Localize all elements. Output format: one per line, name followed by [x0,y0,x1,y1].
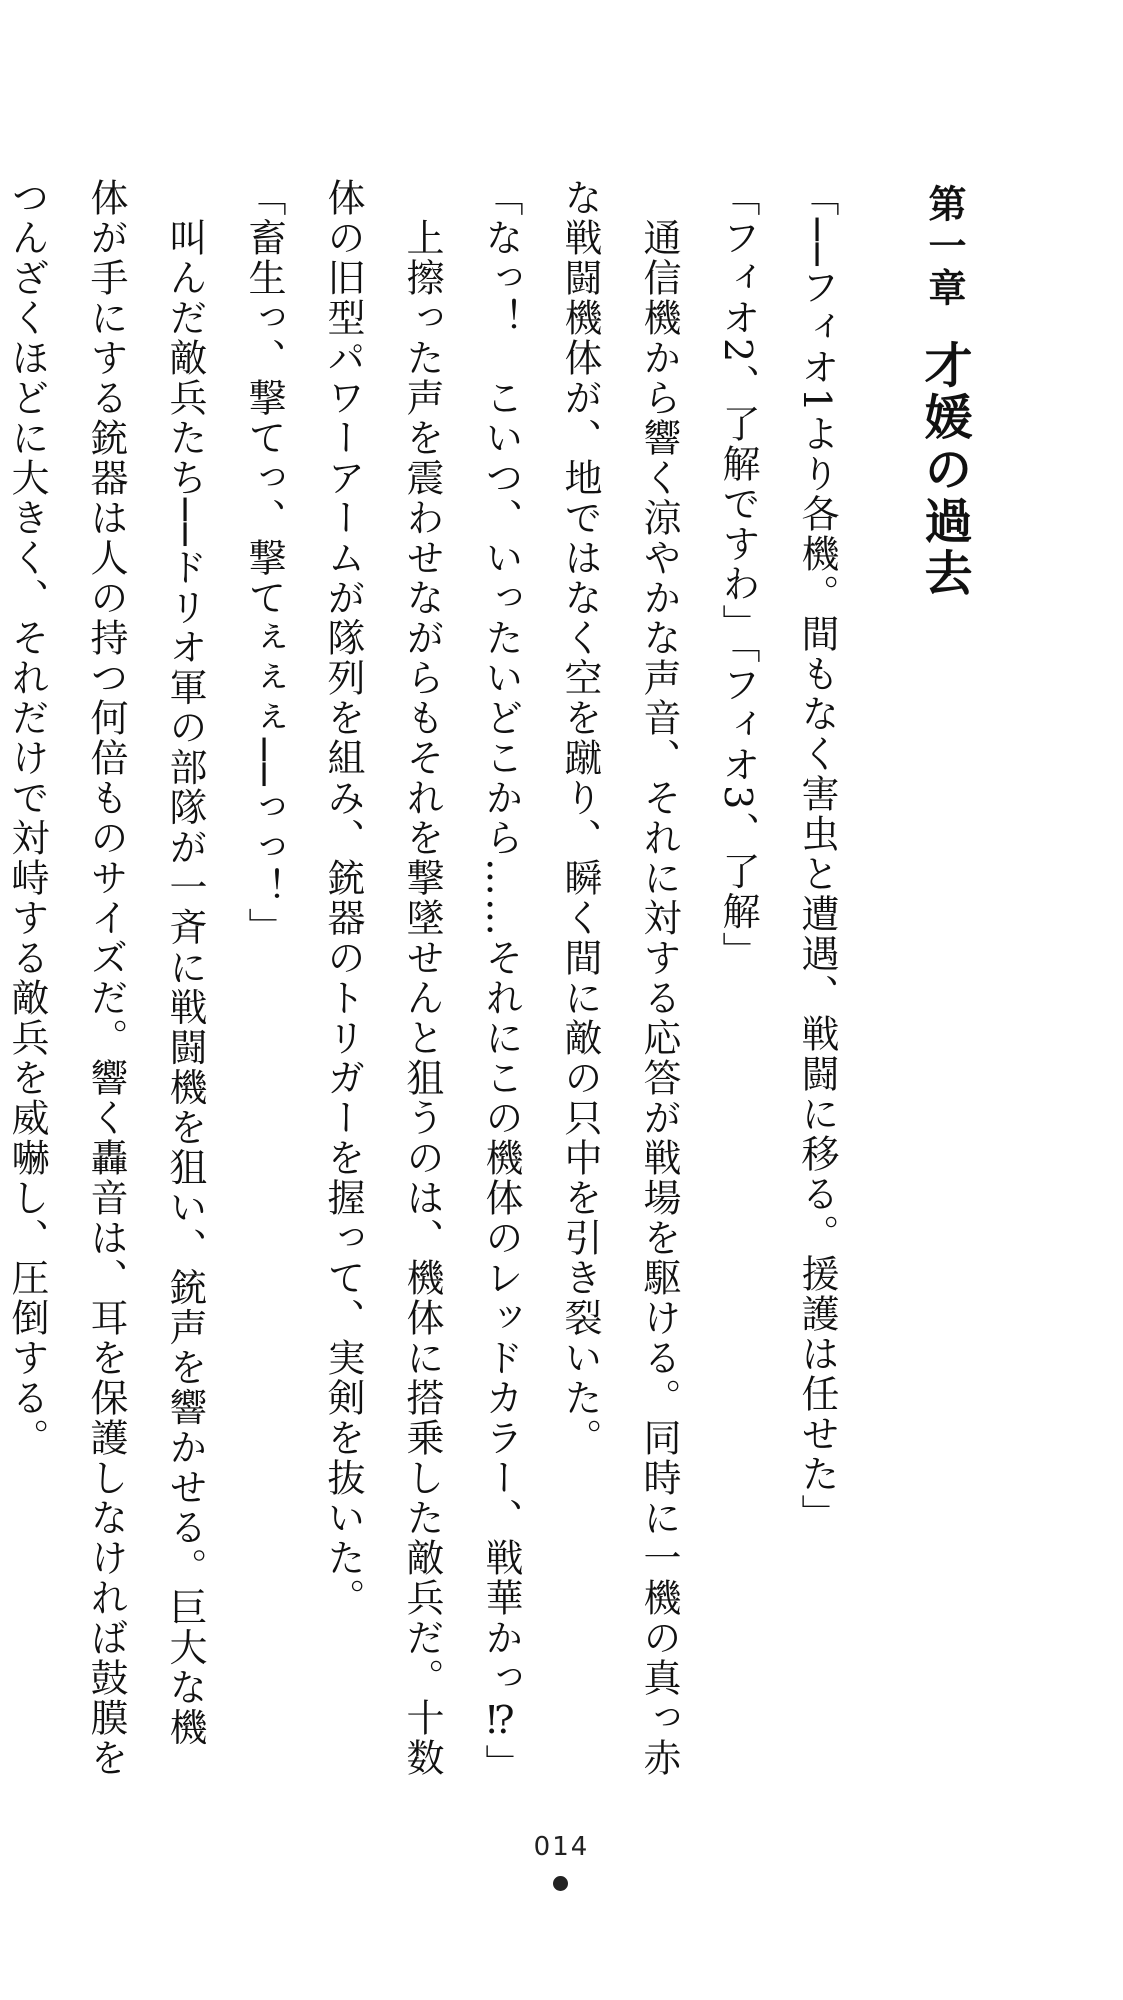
text-line: 体が手にする銃器は人の持つ何倍ものサイズだ。響く轟音は、耳を保護しなければ鼓膜を [84,178,128,1778]
text-line: 叫んだ敵兵たち──ドリオ軍の部隊が一斉に戦闘機を狙い、銃声を響かせる。巨大な機 [163,178,207,1748]
text-line: 体の旧型パワーアームが隊列を組み、銃器のトリガーを握って、実剣を抜いた。 [321,178,365,1618]
text-line: 上擦った声を震わせながらもそれを撃墜せんと狙うのは、機体に搭乗した敵兵だ。十数 [400,178,444,1778]
text-line: つんざくほどに大きく、それだけで対峙する敵兵を威嚇し、圧倒する。 [5,178,49,1458]
text-line: 「なっ！ こいつ、いったいどこから……それにこの機体のレッドカラー、戦華かっ⁉」 [479,178,523,1784]
page-number: 014 [533,1832,590,1862]
chapter-title: 才媛の過去 [916,340,972,600]
text-line: な戦闘機体が、地ではなく空を蹴り、瞬く間に敵の只中を引き裂いた。 [558,178,602,1458]
text-line: 「──フィオ1より各機。間もなく害虫と遭遇、戦闘に移る。援護は任せた」 [795,178,839,1534]
text-line: 「フィオ2、了解ですわ」「フィオ3、了解」 [716,178,760,972]
page-marker-dot [553,1876,568,1891]
chapter-heading [904,184,983,1738]
vertical-text-block [0,178,983,1784]
text-line: 通信機から響く涼やかな声音、それに対する応答が戦場を駆ける。同時に一機の真っ赤 [637,178,681,1778]
chapter-label: 第一章 [922,184,966,310]
text-line: 「畜生っ、撃てっ、撃てぇぇぇ──っっ！」 [242,178,286,948]
